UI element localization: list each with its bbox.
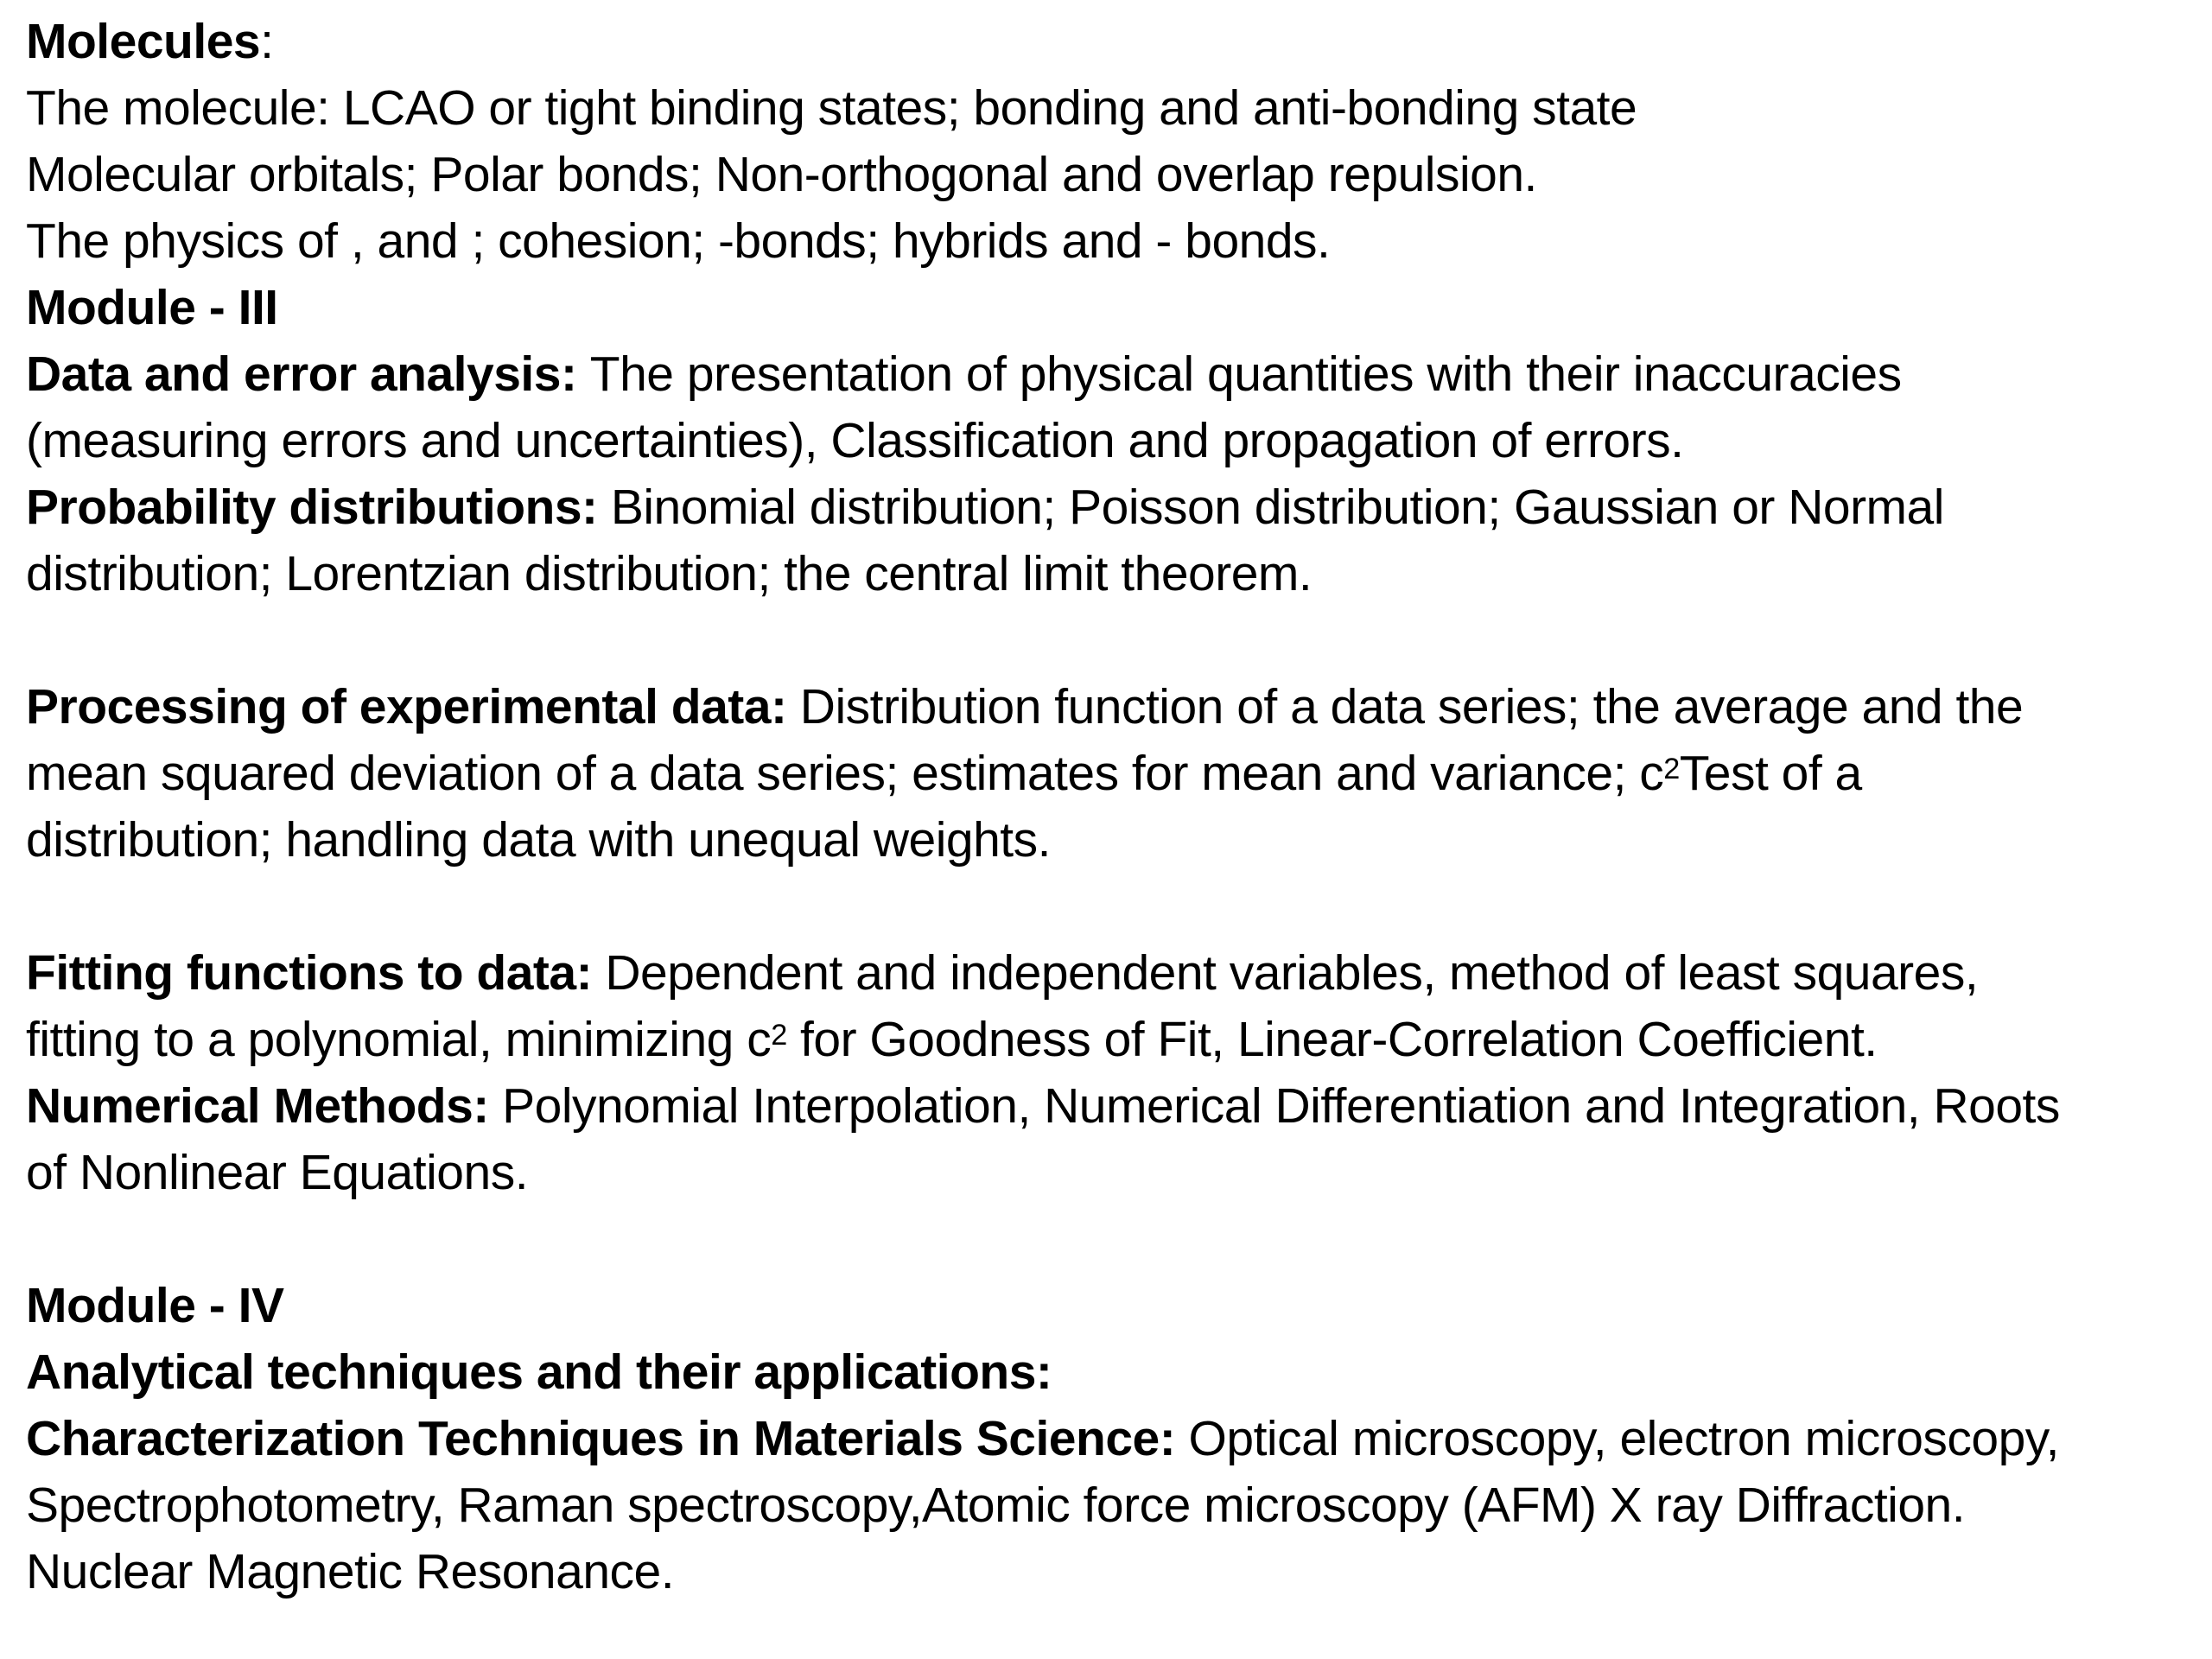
bold-text-segment: Fitting functions to data: <box>26 945 606 1001</box>
blank-line <box>26 607 2205 674</box>
text-line <box>26 674 2205 741</box>
text-segment: fitting to a polynomial, minimizing c <box>26 1012 772 1067</box>
text-segment: The presentation of physical quantities with their inaccuracies <box>589 346 1902 402</box>
bold-text-segment: Module - IV <box>26 1278 284 1333</box>
text-segment: (measuring errors and uncertainties), Classification and propagation of errors. <box>26 413 1684 468</box>
text-line <box>26 341 2205 408</box>
text-segment: Nuclear Magnetic Resonance. <box>26 1544 675 1599</box>
text-line <box>26 1007 2205 1073</box>
text-segment: Binomial distribution; Poisson distribution; Gaussian or Normal <box>610 480 1944 535</box>
text-segment: for Goodness of Fit, Linear-Correlation Coefficient. <box>786 1012 1878 1067</box>
text-line <box>26 1339 2205 1406</box>
text-line <box>26 208 2205 275</box>
text-segment: mean squared deviation of a data series; estimates for mean and variance; c <box>26 746 1664 801</box>
text-line <box>26 1073 2205 1140</box>
text-segment: The molecule: LCAO or tight binding states; bonding and anti-bonding state <box>26 80 1637 136</box>
text-line <box>26 741 2205 807</box>
text-line <box>26 940 2205 1007</box>
bold-text-segment: Processing of experimental data: <box>26 679 800 734</box>
text-line <box>26 75 2205 142</box>
superscript-text: 2 <box>1663 753 1680 786</box>
text-segment: Distribution function of a data series; the average and the <box>799 679 2024 734</box>
text-segment: distribution; handling data with unequal weights. <box>26 812 1051 868</box>
text-segment: Optical microscopy, electron microscopy, <box>1188 1411 2059 1466</box>
bold-text-segment: Characterization Techniques in Materials Science: <box>26 1411 1189 1466</box>
text-line <box>26 1406 2205 1472</box>
text-segment: : <box>260 14 274 69</box>
text-line <box>26 1273 2205 1339</box>
blank-line <box>26 1206 2205 1273</box>
bold-text-segment: Molecules <box>26 14 261 69</box>
bold-text-segment: Numerical Methods: <box>26 1078 503 1134</box>
superscript-text: 2 <box>771 1019 787 1052</box>
text-segment: The physics of , and ; cohesion; -bonds; hybrids and - bonds. <box>26 213 1331 269</box>
text-line <box>26 1472 2205 1539</box>
text-line <box>26 1140 2205 1206</box>
text-line <box>26 807 2205 874</box>
text-line <box>26 9 2205 75</box>
text-segment: Test of a <box>1679 746 1862 801</box>
text-segment: distribution; Lorentzian distribution; the central limit theorem. <box>26 546 1313 601</box>
text-segment: Dependent and independent variables, method of least squares, <box>605 945 1979 1001</box>
text-segment: Polynomial Interpolation, Numerical Differentiation and Integration, Roots <box>502 1078 2060 1134</box>
text-segment: Molecular orbitals; Polar bonds; Non-orthogonal and overlap repulsion. <box>26 147 1537 202</box>
blank-line <box>26 874 2205 940</box>
text-line <box>26 474 2205 541</box>
bold-text-segment: Module - III <box>26 280 278 335</box>
text-segment: Spectrophotometry, Raman spectroscopy,Atomic force microscopy (AFM) X ray Diffraction. <box>26 1478 1966 1533</box>
text-segment: of Nonlinear Equations. <box>26 1145 529 1200</box>
bold-text-segment: Probability distributions: <box>26 480 611 535</box>
text-line <box>26 541 2205 607</box>
text-line <box>26 408 2205 474</box>
text-line <box>26 142 2205 208</box>
text-line <box>26 275 2205 341</box>
bold-text-segment: Data and error analysis: <box>26 346 590 402</box>
bold-text-segment: Analytical techniques and their applications: <box>26 1344 1052 1400</box>
text-line <box>26 1539 2205 1605</box>
